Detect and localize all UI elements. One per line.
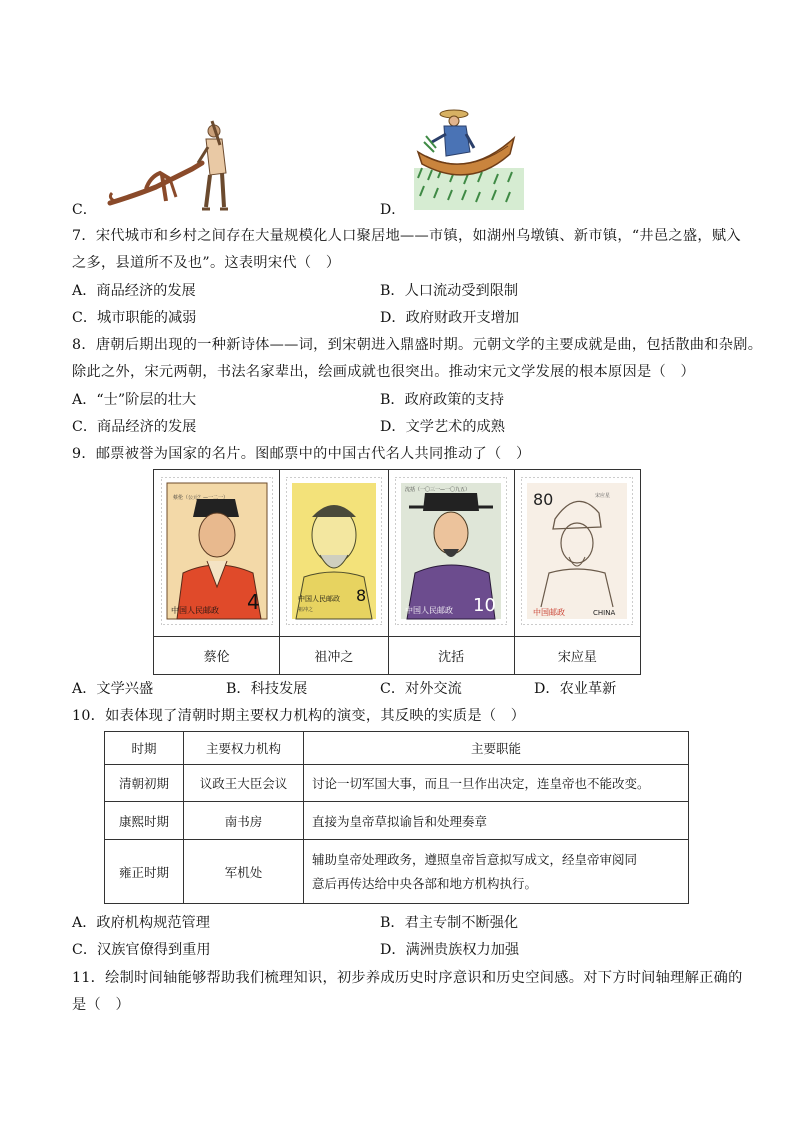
- table-row: [105, 802, 689, 840]
- q7-option-c[interactable]: C．城市职能的减弱: [72, 310, 197, 326]
- stamp-cai-lun-caption: 蔡伦（公元？—一二一）: [172, 495, 228, 502]
- institution-table: [104, 731, 689, 904]
- q8-stem-line1: 8．唐朝后期出现的一种新诗体——词，到宋朝进入鼎盛时期。元朝文学的主要成就是曲，包括散曲和杂剧。: [72, 337, 763, 353]
- stamp-shen-kuo-caption: 沈括（一〇三一—一〇九五）: [405, 487, 471, 494]
- row-period: 清朝初期: [105, 765, 184, 802]
- q8-option-b[interactable]: B．政府政策的支持: [380, 392, 504, 408]
- stamp-song-yingxing-value: 80: [533, 490, 554, 510]
- row-org: 南书房: [184, 802, 304, 840]
- q9-option-c[interactable]: C．对外交流: [380, 681, 462, 697]
- q10-stem: 10．如表体现了清朝时期主要权力机构的演变，其反映的实质是（ ）: [72, 708, 526, 724]
- stamp-shen-kuo: [395, 477, 507, 625]
- q11-stem-line2: 是（ ）: [72, 997, 130, 1013]
- stamp-cell: [280, 470, 388, 637]
- stamp-song-yingxing: [521, 477, 633, 625]
- q8-option-a[interactable]: A．“士”阶层的壮大: [72, 392, 197, 408]
- q10-option-a[interactable]: A．政府机构规范管理: [72, 915, 210, 931]
- q10-option-c[interactable]: C．汉族官僚得到重用: [72, 942, 211, 958]
- stamp-song-yingxing-country: 中国邮政: [533, 608, 566, 618]
- q10-option-b[interactable]: B．君主专制不断强化: [380, 915, 519, 931]
- row-function: 直接为皇帝草拟谕旨和处理奏章: [304, 802, 689, 840]
- table-header-row: [105, 732, 689, 765]
- q7-option-a[interactable]: A．商品经济的发展: [72, 283, 196, 299]
- stamp-cai-lun-value: 4: [246, 590, 260, 615]
- q9-option-b[interactable]: B．科技发展: [226, 681, 308, 697]
- stamp-zu-chongzhi: [286, 477, 382, 625]
- row-org: 军机处: [184, 840, 304, 904]
- stamp-shen-kuo-value: 10: [473, 595, 497, 617]
- q8-stem-line2: 除此之外，宋元两朝，书法名家辈出，绘画成就也很突出。推动宋元文学发展的根本原因是（ ）: [72, 364, 695, 380]
- option-d-label: D．: [380, 202, 406, 218]
- stamp-zu-chongzhi-caption: 祖冲之: [297, 607, 313, 614]
- stamp-song-yingxing-latin: CHINA: [593, 609, 616, 618]
- table-row: [105, 765, 689, 802]
- stamp-cai-lun-country: 中国人民邮政: [170, 606, 219, 616]
- q8-option-d[interactable]: D．文学艺术的成熟: [380, 419, 505, 435]
- q9-option-d[interactable]: D．农业革新: [534, 681, 617, 697]
- q9-stem: 9．邮票被誉为国家的名片。图邮票中的中国古代名人共同推动了（ ）: [72, 446, 531, 462]
- q7-stem-line2: 之多，县道所不及也”。这表明宋代（ ）: [72, 255, 341, 271]
- option-d-image-row: [380, 108, 540, 216]
- q9-option-a[interactable]: A．文学兴盛: [72, 681, 154, 697]
- q7-option-b[interactable]: B．人口流动受到限制: [380, 283, 519, 299]
- option-c-image-row: [72, 115, 272, 218]
- q7-option-d[interactable]: D．政府财政开支增加: [380, 310, 520, 326]
- row-function-line: 辅助皇帝处理政务，遵照皇帝旨意拟写成文，经皇帝审阅同: [312, 851, 638, 867]
- option-c-label: C．: [72, 202, 97, 218]
- row-function: 讨论一切军国大事，而且一旦作出决定，连皇帝也不能改变。: [304, 765, 689, 802]
- header-function: 主要职能: [304, 732, 689, 765]
- stamp-name-zu-chongzhi: 祖冲之: [280, 637, 388, 675]
- stamp-name-cai-lun: 蔡伦: [154, 637, 280, 675]
- stamp-zu-chongzhi-value: 8: [355, 586, 367, 606]
- row-org: 议政王大臣会议: [184, 765, 304, 802]
- stamp-cell: [514, 470, 640, 637]
- row-period: 雍正时期: [105, 840, 184, 904]
- row-function-line: 意后再传达给中央各部和地方机构执行。: [312, 875, 538, 891]
- q11-stem-line1: 11．绘制时间轴能够帮助我们梳理知识，初步养成历史时序意识和历史空间感。对下方时间轴理解正确的: [72, 970, 743, 986]
- plough-illustration: [106, 117, 266, 213]
- stamp-table: [153, 469, 641, 675]
- stamp-name-shen-kuo: 沈括: [388, 637, 514, 675]
- row-function: [304, 840, 689, 904]
- stamp-song-yingxing-caption: 宋应星: [595, 493, 611, 500]
- seedling-boat-illustration: [414, 108, 524, 210]
- stamp-shen-kuo-country: 中国人民邮政: [405, 606, 454, 616]
- table-row: [105, 840, 689, 904]
- q10-option-d[interactable]: D．满洲贵族权力加强: [380, 942, 520, 958]
- stamp-cell: [154, 470, 280, 637]
- stamp-zu-chongzhi-country: 中国人民邮政: [297, 595, 340, 604]
- header-period: 时期: [105, 732, 184, 765]
- q7-stem-line1: 7．宋代城市和乡村之间存在大量规模化人口聚居地——市镇，如湖州乌墩镇、新市镇，“井邑之盛，赋入: [72, 228, 741, 244]
- stamp-name-song-yingxing: 宋应星: [514, 637, 640, 675]
- stamp-cell: [388, 470, 514, 637]
- q8-option-c[interactable]: C．商品经济的发展: [72, 419, 197, 435]
- header-org: 主要权力机构: [184, 732, 304, 765]
- stamp-cai-lun: [161, 477, 273, 625]
- row-period: 康熙时期: [105, 802, 184, 840]
